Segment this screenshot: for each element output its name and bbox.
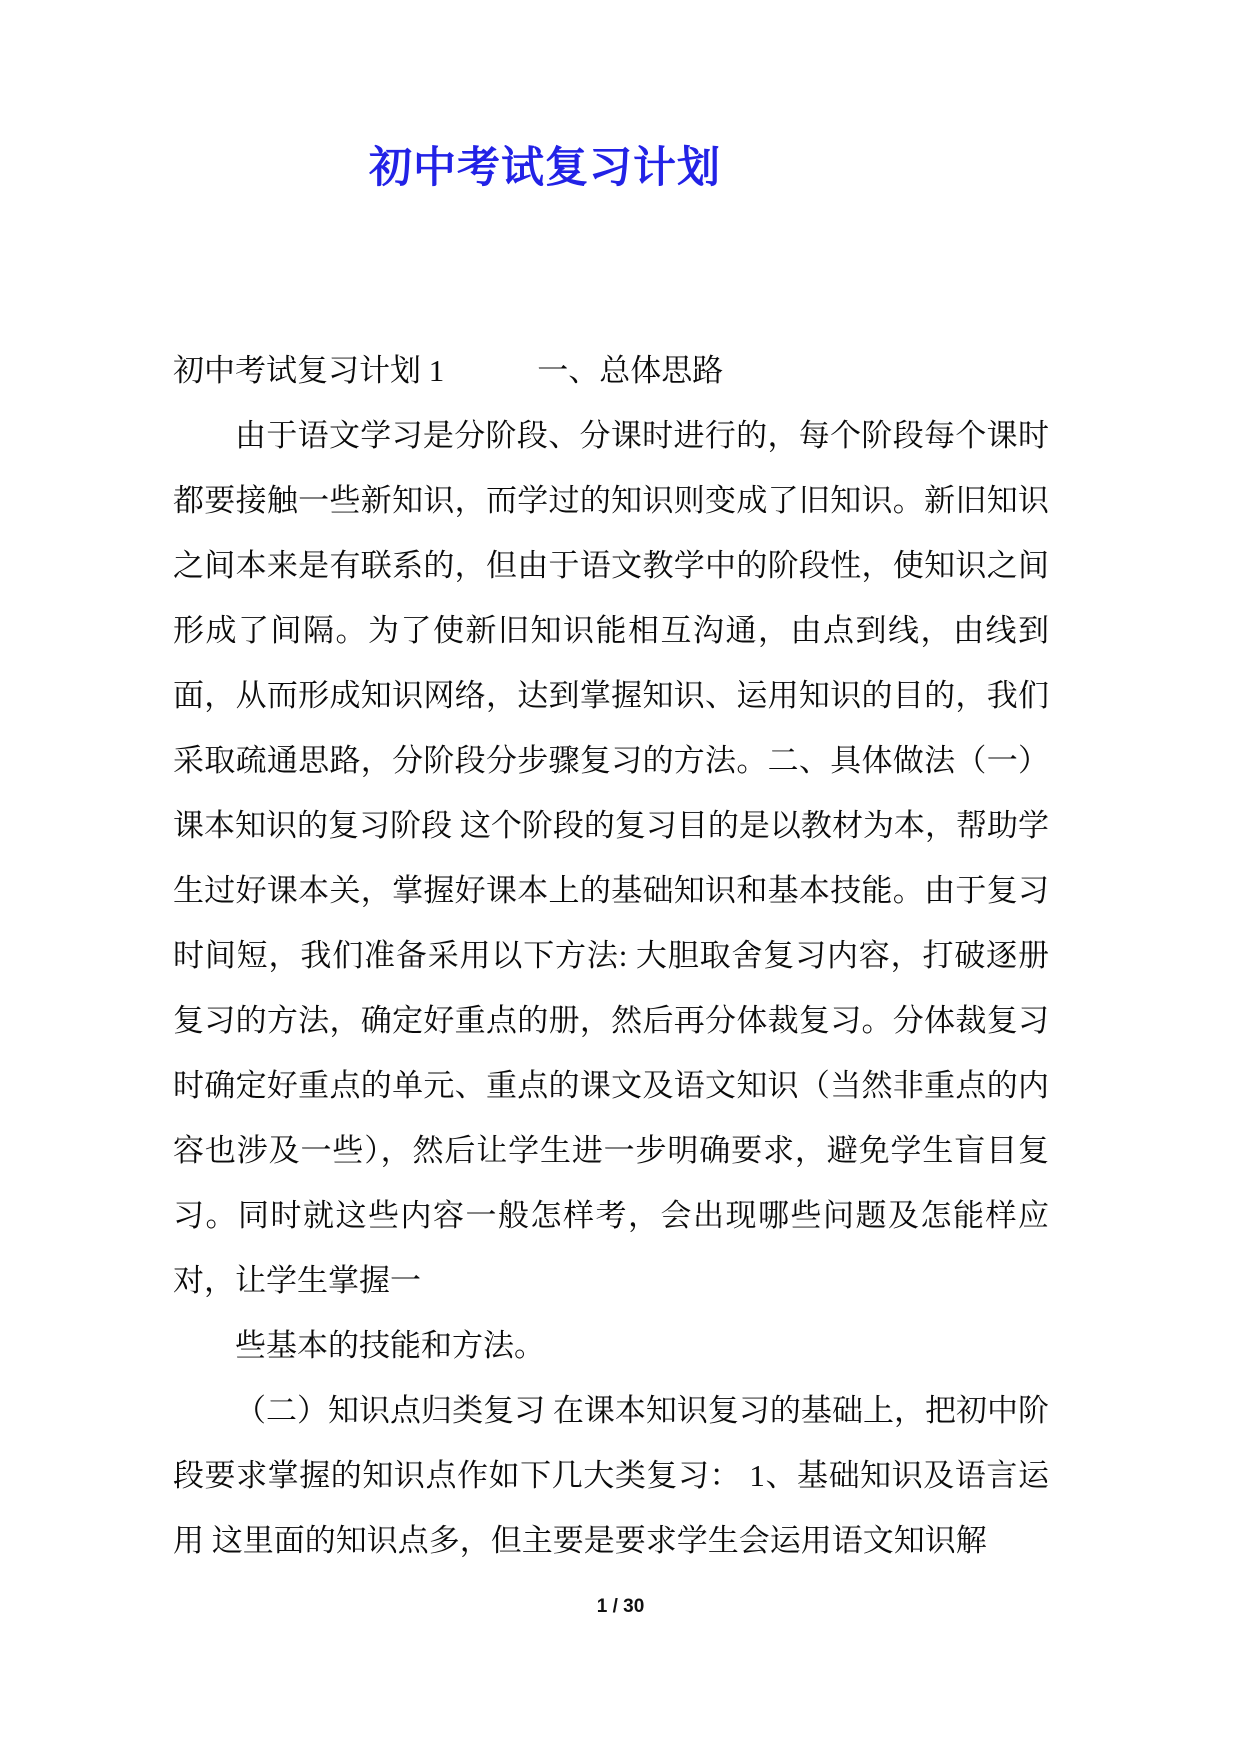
- paragraph-skills-methods: 些基本的技能和方法。: [235, 1328, 545, 1363]
- paragraph-overall-approach: 由于语文学习是分阶段、分课时进行的，每个阶段每个课时都要接触一些新知识，而学过的知识则变成了旧知识。新旧知识之间本来是有联系的，但由于语文教学中的阶段性，使知识之间形成了间隔。为了使新旧知识能相互沟通，由点到线，由线到面，从而形成知识网络，达到掌握知识、运用知识的目的，我们采取疏通思路，分阶段分步骤复习的方法。二、具体做法（一）课本知识的复习阶段 这个阶段的复习目的是以教材为本，帮助学生过好课本关，掌握好课本上的基础知识和基本技能。由于复习时间短，我们准备采用以下方法: 大胆取舍复习内容，打破逐册复习的方法，确定好重点的册，然后再分体裁复习。分体裁复习时确定好重点的单元、重点的课文及语文知识（当然非重点的内容也涉及一些），然后让学生进一步明确要求，避免学生盲目复习。同时就这些内容一般怎样考，会出现哪些问题及怎能样应对，让学生掌握一: [173, 418, 1049, 1298]
- page-number: 1 / 30: [596, 1596, 645, 1617]
- paragraph-knowledge-categories: （二）知识点归类复习 在课本知识复习的基础上，把初中阶段要求掌握的知识点作如下几大类复习： 1、基础知识及语言运用 这里面的知识点多，但主要是要求学生会运用语文知识解: [173, 1393, 1049, 1558]
- paragraph-section-heading: 初中考试复习计划 1 一、总体思路: [173, 353, 724, 388]
- document-body: [173, 338, 1049, 1573]
- document-title: 初中考试复习计划: [369, 144, 721, 192]
